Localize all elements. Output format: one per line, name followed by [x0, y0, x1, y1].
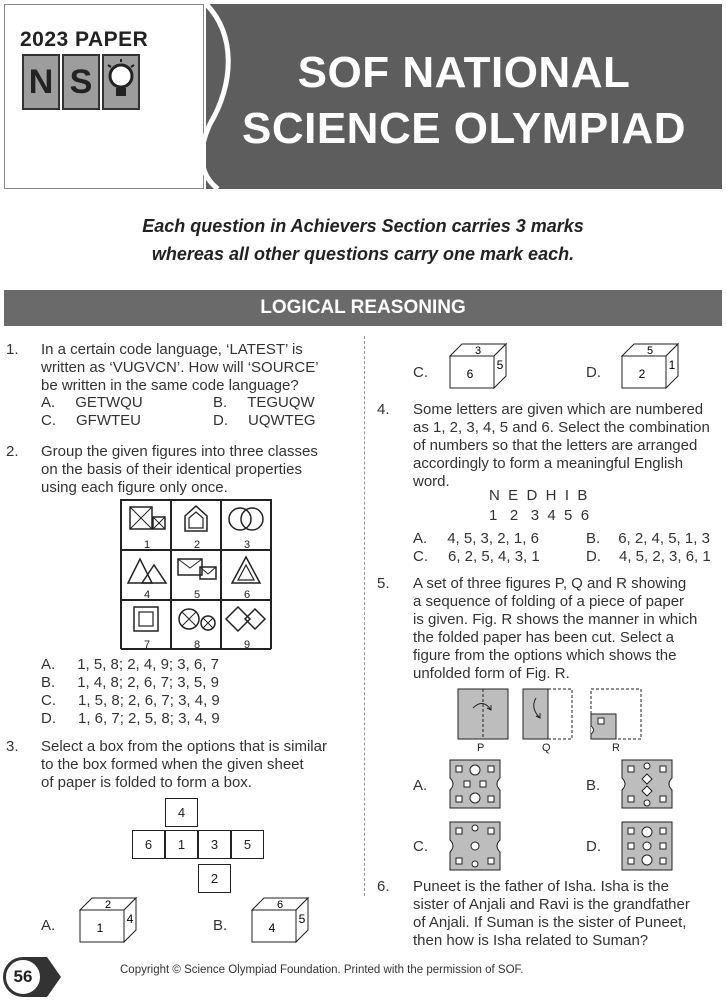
q2-line: Group the given figures into three classes [41, 443, 318, 460]
nso-letter-n: N [22, 54, 60, 110]
option-label: D. [213, 412, 228, 429]
q1-number: 1. [6, 341, 19, 358]
cube-top-face: 2 [104, 899, 112, 911]
cube-side-face: 4 [126, 912, 134, 926]
q2-figure-grid [120, 499, 272, 649]
net-face: 2 [198, 864, 231, 893]
q1-line: be written in the same code language? [41, 377, 299, 394]
q4-option-d[interactable] [586, 548, 711, 565]
figure-number: 2 [193, 539, 201, 551]
q6-text [413, 878, 723, 950]
q2-option-c[interactable] [41, 692, 220, 709]
q2-figure-2 [171, 500, 221, 550]
q2-figure-8 [171, 600, 221, 650]
cube-top-face: 6 [276, 899, 284, 911]
cube-front-face: 1 [96, 921, 104, 935]
option-text: UQWTEG [248, 412, 316, 429]
q3-option-b-label: B. [213, 917, 228, 934]
option-label: B. [41, 674, 56, 691]
q2-line: on the basis of their identical properties [41, 461, 302, 478]
q3-option-d-label: D. [586, 364, 601, 381]
option-label: C. [41, 692, 56, 709]
q6-line: sister of Anjali and Ravi is the grandfather [413, 896, 690, 913]
q5-line: is given. Fig. R shows the manner in which [413, 611, 698, 628]
q2-figure-1 [121, 500, 171, 550]
net-face: 6 [132, 830, 165, 859]
figure-number: 6 [243, 589, 251, 601]
fig-label: R [612, 742, 620, 754]
option-label: A. [41, 656, 56, 673]
figure-number: 9 [243, 639, 251, 651]
net-face: 4 [165, 798, 198, 827]
q4-line: as 1, 2, 3, 4, 5 and 6. Select the combination [413, 419, 710, 436]
q1-option-d[interactable] [213, 412, 316, 429]
q4-number: 4. [377, 401, 390, 418]
q4-letters: N E D H I B [489, 487, 588, 504]
cube-front-face: 4 [268, 921, 276, 935]
figure-number: 3 [243, 539, 251, 551]
q1-option-a[interactable] [41, 394, 143, 411]
fig-label: Q [542, 742, 551, 754]
option-text: 1, 6, 7; 2, 5, 8; 3, 4, 9 [78, 710, 220, 727]
q2-number: 2. [6, 443, 19, 460]
option-label: D. [41, 710, 56, 727]
q6-line: of Anjali. If Suman is the sister of Puneet, [413, 914, 687, 931]
q3-line: Select a box from the options that is similar [41, 738, 327, 755]
q1-line: In a certain code language, ‘LATEST’ is [41, 341, 303, 358]
q5-figure-q [522, 688, 574, 754]
cube-side-face: 5 [298, 912, 306, 926]
q3-line: to the box formed when the given sheet [41, 756, 304, 773]
cube-side-face: 5 [496, 358, 504, 372]
figure-number: 1 [143, 539, 151, 551]
q5-text [413, 575, 723, 683]
q3-option-d-cube[interactable] [620, 342, 680, 395]
option-label: B. [213, 394, 228, 411]
q2-figure-7 [121, 600, 171, 650]
q6-number: 6. [377, 878, 390, 895]
title-line-2: SCIENCE OLYMPIAD [241, 104, 686, 153]
figure-number: 8 [193, 639, 201, 651]
net-face: 1 [165, 830, 198, 859]
option-label: A. [41, 394, 56, 411]
cube-side-face: 1 [668, 358, 676, 372]
q4-text [413, 401, 723, 491]
q5-line: a sequence of folding of a piece of paper [413, 593, 685, 610]
nso-letter-o [102, 54, 140, 110]
column-divider [364, 336, 365, 896]
option-text: GFWTEU [76, 412, 141, 429]
figure-number: 7 [143, 639, 151, 651]
cube-top-face: 3 [474, 345, 482, 357]
q1-option-c[interactable] [41, 412, 141, 429]
option-text: 1, 4, 8; 2, 6, 7; 3, 5, 9 [77, 674, 219, 691]
q3-number: 3. [6, 738, 19, 755]
option-text: 4, 5, 2, 3, 6, 1 [619, 548, 711, 565]
option-label: C. [41, 412, 56, 429]
net-face: 3 [198, 830, 231, 859]
q3-option-c-label: C. [413, 364, 428, 381]
figure-number: 4 [143, 589, 151, 601]
option-label: B. [586, 530, 601, 547]
q5-number: 5. [377, 575, 390, 592]
q4-line: Some letters are given which are numbered [413, 401, 704, 418]
option-text: GETWQU [75, 394, 143, 411]
q2-text [41, 443, 353, 497]
q2-figure-6 [221, 550, 271, 600]
q2-option-b[interactable] [41, 674, 219, 691]
option-text: 1, 5, 8; 2, 4, 9; 3, 6, 7 [77, 656, 219, 673]
q5-option-b-figure[interactable] [620, 758, 674, 815]
option-label: C. [413, 548, 428, 565]
q5-option-d-label: D. [586, 838, 601, 855]
marks-notice [0, 212, 726, 268]
option-label: D. [586, 548, 601, 565]
q5-line: A set of three figures P, Q and R showing [413, 575, 687, 592]
q2-figure-4 [121, 550, 171, 600]
q2-option-a[interactable] [41, 656, 219, 673]
cube-top-face: 5 [646, 345, 654, 357]
q3-option-a-cube[interactable] [78, 896, 138, 949]
net-face: 5 [231, 830, 264, 859]
option-text: 4, 5, 3, 2, 1, 6 [447, 530, 539, 547]
page-number: 56 [3, 957, 43, 997]
q4-line: accordingly to form a meaningful English [413, 455, 684, 472]
q5-option-a-figure[interactable] [448, 758, 502, 815]
q5-option-b-label: B. [586, 777, 601, 794]
q1-option-b[interactable] [213, 394, 315, 411]
q1-text [41, 341, 353, 395]
q5-line: figure from the options which shows the [413, 647, 677, 664]
q3-option-c-cube[interactable] [448, 342, 508, 395]
option-text: 1, 5, 8; 2, 6, 7; 3, 4, 9 [78, 692, 220, 709]
q5-option-c-figure[interactable] [448, 820, 502, 877]
q5-option-a-label: A. [413, 777, 428, 794]
q6-line: Puneet is the father of Isha. Isha is the [413, 878, 669, 895]
option-text: 6, 2, 4, 5, 1, 3 [618, 530, 710, 547]
notice-line-2: whereas all other questions carry one mark each. [151, 244, 575, 264]
option-label: A. [413, 530, 428, 547]
q3-text [41, 738, 353, 792]
q2-figure-5 [171, 550, 221, 600]
q5-line: the folded paper has been cut. Select a [413, 629, 675, 646]
q4-option-c[interactable] [413, 548, 540, 565]
q5-option-d-figure[interactable] [620, 820, 674, 877]
q4-option-b[interactable] [586, 530, 710, 547]
q5-line: unfolded form of Fig. R. [413, 665, 570, 682]
section-title: LOGICAL REASONING [4, 290, 722, 326]
q3-option-b-cube[interactable] [250, 896, 310, 949]
copyright-text: Copyright © Science Olympiad Foundation. Printed with the permission of SOF. [120, 964, 524, 976]
q5-figure-p [457, 688, 509, 754]
q4-numbers: 1 2 3 4 5 6 [489, 507, 590, 524]
q4-option-a[interactable] [413, 530, 539, 547]
q1-line: written as ‘VUGVCN’. How will ‘SOURCE’ [41, 359, 319, 376]
q2-figure-9 [221, 600, 271, 650]
q2-line: using each figure only once. [41, 479, 228, 496]
cube-front-face: 2 [638, 367, 646, 381]
q4-line: word. [413, 473, 450, 490]
notice-line-1: Each question in Achievers Section carries 3 marks [142, 216, 584, 236]
q4-line: of numbers so that the letters are arranged [413, 437, 698, 454]
bulb-icon [104, 56, 138, 108]
cube-front-face: 6 [466, 367, 474, 381]
paper-year-label: 2023 PAPER [20, 28, 149, 51]
option-text: TEGUQW [247, 394, 315, 411]
q5-figure-r [590, 688, 642, 754]
q5-option-c-label: C. [413, 838, 428, 855]
title-line-1: SOF NATIONAL [297, 48, 631, 97]
q2-figure-3 [221, 500, 271, 550]
q3-line: of paper is folded to form a box. [41, 774, 252, 791]
nso-letter-s: S [62, 54, 100, 110]
option-text: 6, 2, 5, 4, 3, 1 [448, 548, 540, 565]
fig-label: P [477, 742, 485, 754]
q6-line: then how is Isha related to Suman? [413, 932, 649, 949]
figure-number: 5 [193, 589, 201, 601]
q2-option-d[interactable] [41, 710, 220, 727]
q3-option-a-label: A. [41, 917, 56, 934]
